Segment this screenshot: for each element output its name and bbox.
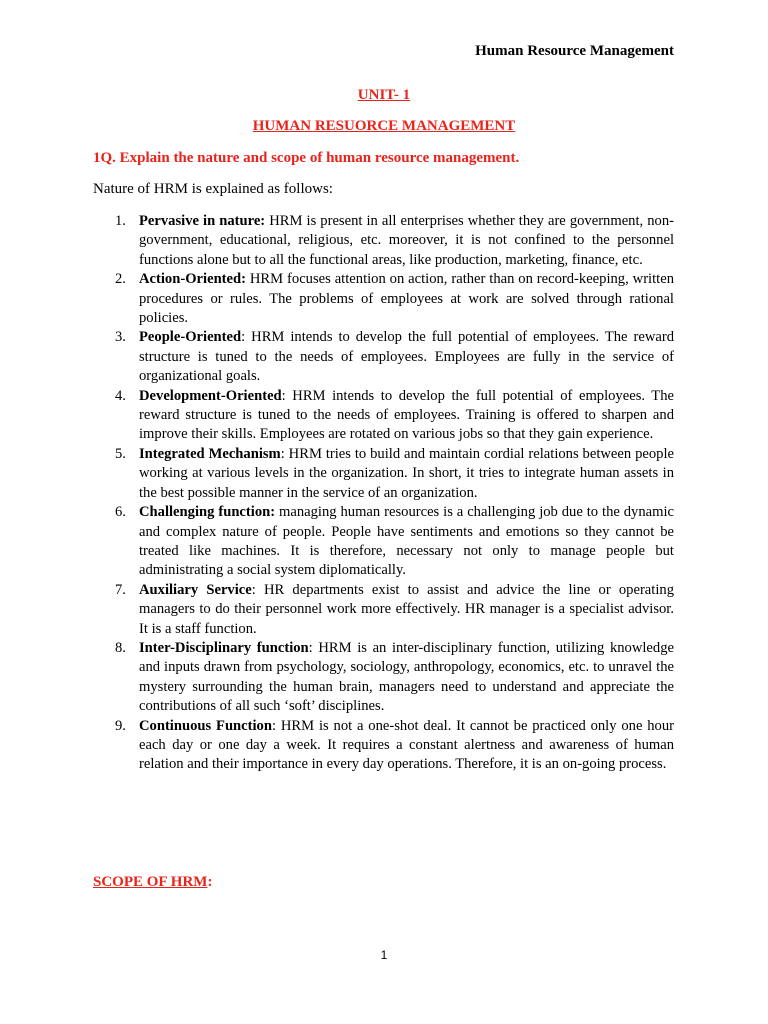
list-item-number: 5. <box>115 445 126 462</box>
list-item-number: 7. <box>115 581 126 598</box>
list-item <box>93 387 674 445</box>
list-item-number: 4. <box>115 387 126 404</box>
list-item <box>93 717 674 775</box>
list-item-text: : HRM intends to develop the full potential of employees. The reward structure is tuned to the needs of employees. Employees are fully in the service of organizational goals. <box>139 329 674 385</box>
list-item-text: : HRM is not a one-shot deal. It cannot be practiced only one hour each day or one day a week. It requires a constant alertness and awareness of human relation and their importance in every day operations. Therefore, it is an on-going process. <box>139 717 674 773</box>
list-item-number: 8. <box>115 639 126 656</box>
list-item-number: 3. <box>115 329 126 346</box>
list-item-term: Challenging function: <box>139 504 276 521</box>
list-item-term: Development-Oriented <box>139 387 282 404</box>
list-item-text: managing human resources is a challenging job due to the dynamic and complex nature of people. People have sentiments and emotions so they cannot be treated like machines. It is therefore, necessary not only to manage people but administrating a social system diplomatically. <box>139 504 675 579</box>
unit-title: UNIT- 1 <box>357 87 411 103</box>
list-item-text: : HRM intends to develop the full potential of employees. The reward structure is tuned to the needs of employees. Training is offered to sharpen and improve their skills. Employees are rotated on various jobs so that they gain experience. <box>139 387 674 443</box>
scope-heading-label: SCOPE OF HRM <box>93 874 208 890</box>
scope-heading-colon: : <box>207 874 213 890</box>
page-number: 1 <box>380 948 388 962</box>
list-item-text: : HRM is an inter-disciplinary function, utilizing knowledge and inputs drawn from psychology, sociology, anthropology, economics, etc. to unravel the mystery surrounding the human brain, managers need to understand and appreciate the contributions of all such ‘soft’ disciplines. <box>139 639 674 715</box>
nature-list <box>93 212 674 775</box>
intro-text: Nature of HRM is explained as follows: <box>93 181 333 197</box>
list-item-term: Inter-Disciplinary function <box>139 639 309 656</box>
list-item-text: HRM focuses attention on action, rather than on record-keeping, written procedures or rules. The problems of employees at work are solved through rational policies. <box>139 271 674 327</box>
list-item <box>93 328 674 386</box>
list-item-number: 6. <box>115 504 126 521</box>
list-item-text: : HRM tries to build and maintain cordial relations between people working at various levels in the organization. In short, it tries to integrate human assets in the best possible manner in the service of an organization. <box>139 445 674 501</box>
list-item <box>93 503 674 581</box>
main-title: HUMAN RESUORCE MANAGEMENT <box>252 118 516 134</box>
list-item <box>93 639 674 717</box>
list-item-number: 2. <box>115 271 126 288</box>
list-item-term: Action-Oriented: <box>139 271 246 288</box>
question-heading: 1Q. Explain the nature and scope of human resource management. <box>93 150 520 166</box>
list-item <box>93 581 674 639</box>
list-item-text: : HR departments exist to assist and advice the line or operating managers to do their personnel work more effectively. HR manager is a specialist advisor. It is a staff function. <box>139 581 674 637</box>
list-item-term: Pervasive in nature: <box>139 213 266 229</box>
list-item-term: Integrated Mechanism <box>139 445 281 462</box>
list-item <box>93 445 674 503</box>
list-item-text: HRM is present in all enterprises whether they are government, non-government, educational, religious, etc. moreover, it is not confined to the personnel functions alone but to all the functional areas, like production, marketing, finance, etc. <box>139 213 674 268</box>
scope-heading <box>93 874 212 891</box>
list-item-term: Auxiliary Service <box>139 581 252 598</box>
list-item-term: People-Oriented <box>139 329 242 346</box>
list-item-term: Continuous Function <box>139 717 272 734</box>
list-item-number: 9. <box>115 717 126 734</box>
list-item <box>93 270 674 328</box>
list-item-number: 1. <box>115 213 126 229</box>
list-item <box>93 212 674 270</box>
running-header: Human Resource Management <box>475 43 674 59</box>
